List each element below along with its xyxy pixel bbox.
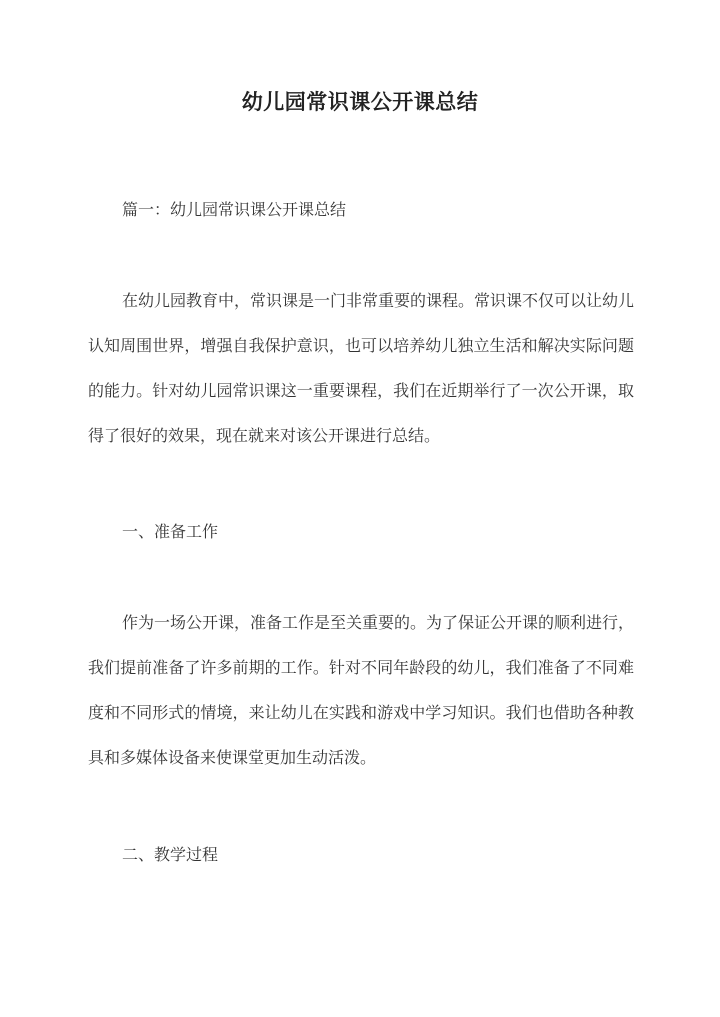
- intro-paragraph: 在幼儿园教育中，常识课是一门非常重要的课程。常识课不仅可以让幼儿认知周围世界，增强自我保护意识，也可以培养幼儿独立生活和解决实际问题的能力。针对幼儿园常识课这一重要课程，我们在近期举行了一次公开课，取得了很好的效果，现在就来对该公开课进行总结。: [88, 291, 635, 445]
- section-heading-teaching-process: 二、教学过程: [122, 845, 219, 864]
- section-subtitle: 篇一：幼儿园常识课公开课总结: [122, 200, 347, 219]
- document-title: 幼儿园常识课公开课总结: [241, 89, 479, 114]
- preparation-paragraph: 作为一场公开课，准备工作是至关重要的。为了保证公开课的顺利进行，我们提前准备了许多前期的工作。针对不同年龄段的幼儿，我们准备了不同难度和不同形式的情境，来让幼儿在实践和游戏中学习知识。我们也借助各种教具和多媒体设备来使课堂更加生动活泼。: [88, 613, 635, 767]
- section-heading-preparation: 一、准备工作: [122, 522, 219, 541]
